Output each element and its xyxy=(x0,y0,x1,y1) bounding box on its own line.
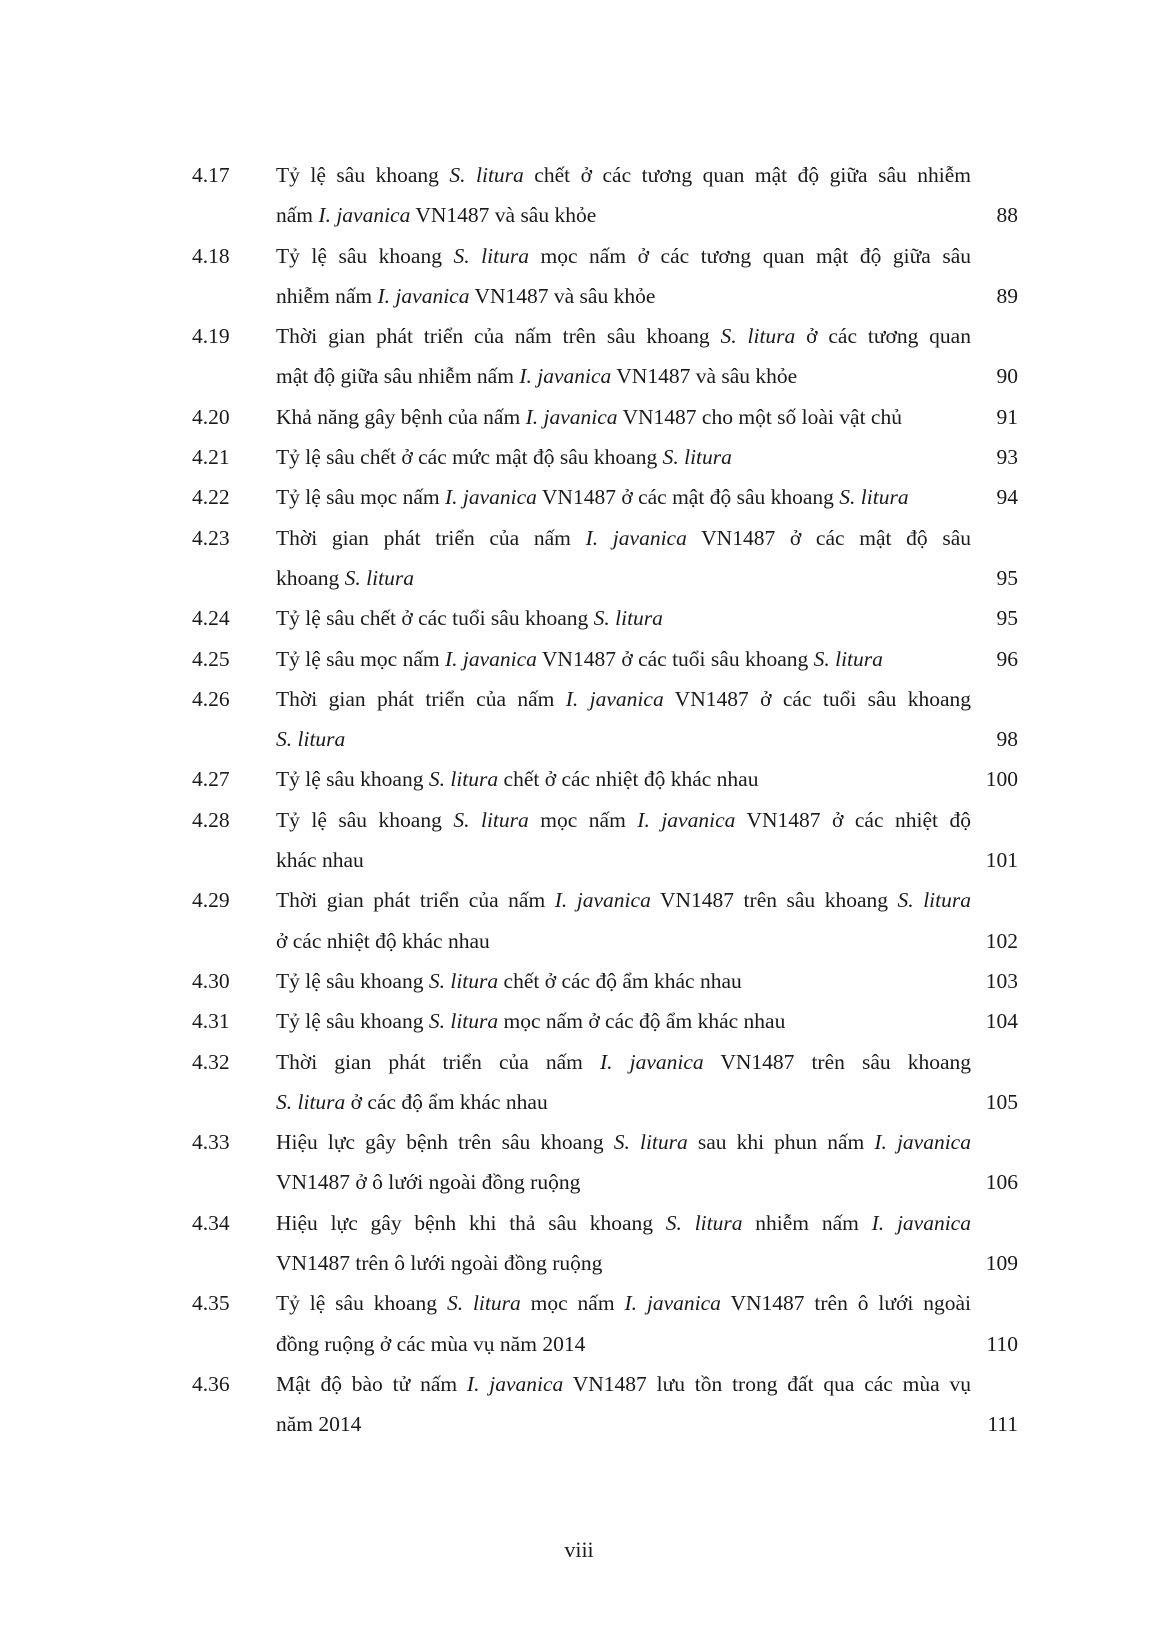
list-of-tables xyxy=(0,155,1158,1445)
species-name: I. javanica xyxy=(519,364,612,389)
title-line xyxy=(276,518,971,558)
species-name: I. javanica xyxy=(444,485,537,510)
table-number: 4.18 xyxy=(192,243,230,268)
page-ref: 95 xyxy=(996,565,1018,590)
title-text: Tỷ lệ sâu chết ở các tuổi sâu khoang xyxy=(276,606,594,631)
species-name: I. javanica xyxy=(599,1049,704,1074)
species-name: S. litura xyxy=(428,767,499,792)
toc-entry xyxy=(0,880,1158,961)
table-number: 4.24 xyxy=(192,606,230,631)
title-text: VN1487 và sâu khỏe xyxy=(611,364,798,389)
toc-entry xyxy=(0,518,1158,599)
page-ref: 102 xyxy=(985,928,1018,953)
table-number: 4.21 xyxy=(192,445,230,470)
table-title xyxy=(276,236,971,317)
table-title xyxy=(276,477,971,517)
title-line xyxy=(276,1082,971,1122)
title-text: ở các tương quan xyxy=(795,324,971,349)
table-title xyxy=(276,1122,971,1203)
toc-entry xyxy=(0,437,1158,477)
title-text: VN1487 lưu tồn trong đất qua các mùa vụ xyxy=(563,1371,971,1396)
species-name: S. litura xyxy=(453,807,529,832)
title-text: mật độ giữa sâu nhiễm nấm xyxy=(276,364,520,389)
page-ref: 98 xyxy=(996,727,1018,752)
title-line xyxy=(276,759,971,799)
table-title xyxy=(276,1001,971,1041)
species-name: S. litura xyxy=(276,727,346,752)
toc-entry xyxy=(0,236,1158,317)
species-name: I. javanica xyxy=(466,1371,564,1396)
title-line xyxy=(276,840,971,880)
title-text: Tỷ lệ sâu khoang xyxy=(276,243,454,268)
table-number: 4.27 xyxy=(192,767,230,792)
table-title xyxy=(276,518,971,599)
title-text: mọc nấm xyxy=(528,807,638,832)
title-line xyxy=(276,719,971,759)
toc-entry xyxy=(0,961,1158,1001)
toc-entry xyxy=(0,679,1158,760)
title-line xyxy=(276,921,971,961)
species-name: S. litura xyxy=(449,163,524,187)
title-text: VN1487 và sâu khỏe xyxy=(469,283,656,308)
title-text: mọc nấm xyxy=(520,1291,625,1316)
page-ref: 88 xyxy=(996,203,1018,228)
page-ref: 95 xyxy=(996,606,1018,631)
page-ref: 111 xyxy=(987,1412,1018,1437)
toc-entry xyxy=(0,800,1158,881)
title-text: Tỷ lệ sâu mọc nấm xyxy=(276,485,445,510)
title-text: Thời gian phát triển của nấm trên sâu khoang xyxy=(276,324,721,349)
species-name: I. javanica xyxy=(871,1210,971,1235)
title-text: VN1487 và sâu khỏe xyxy=(410,203,597,228)
table-number: 4.34 xyxy=(192,1210,230,1235)
species-name: I. javanica xyxy=(624,1291,721,1316)
table-title xyxy=(276,800,971,881)
species-name: S. litura xyxy=(453,243,529,268)
title-line xyxy=(276,276,971,316)
toc-entry xyxy=(0,639,1158,679)
page-ref: 94 xyxy=(996,485,1018,510)
title-text: Tỷ lệ sâu khoang xyxy=(276,807,454,832)
title-text: VN1487 trên sâu khoang xyxy=(703,1049,971,1074)
title-text: Tỷ lệ sâu mọc nấm xyxy=(276,646,445,671)
species-name: S. litura xyxy=(665,1210,743,1235)
title-text: VN1487 trên sâu khoang xyxy=(650,888,898,913)
species-name: I. javanica xyxy=(444,646,537,671)
species-name: S. litura xyxy=(662,445,732,470)
table-number: 4.25 xyxy=(192,646,230,671)
page-ref: 89 xyxy=(996,283,1018,308)
title-line xyxy=(276,356,971,396)
title-line xyxy=(276,1243,971,1283)
species-name: S. litura xyxy=(839,485,909,510)
species-name: I. javanica xyxy=(554,888,651,913)
title-text: Thời gian phát triển của nấm xyxy=(276,686,566,711)
title-text: khác nhau xyxy=(276,848,364,873)
title-text: nấm xyxy=(276,203,319,228)
toc-entry xyxy=(0,759,1158,799)
title-line xyxy=(276,316,971,356)
title-text: nhiễm nấm xyxy=(276,283,378,308)
table-number: 4.23 xyxy=(192,525,230,550)
species-name: S. litura xyxy=(344,565,414,590)
table-title xyxy=(276,316,971,397)
page-ref: 109 xyxy=(985,1251,1018,1276)
title-text: VN1487 trên ô lưới ngoài xyxy=(720,1291,971,1316)
species-name: I. javanica xyxy=(525,404,618,429)
title-text: năm 2014 xyxy=(276,1412,362,1437)
page-ref: 91 xyxy=(996,404,1018,429)
title-text: đồng ruộng ở các mùa vụ năm 2014 xyxy=(276,1331,586,1356)
species-name: S. litura xyxy=(428,1009,499,1034)
toc-entry xyxy=(0,1203,1158,1284)
page-ref: 101 xyxy=(985,848,1018,873)
species-name: S. litura xyxy=(897,888,971,913)
title-text: mọc nấm ở các tương quan mật độ giữa sâu xyxy=(528,243,971,268)
toc-entry xyxy=(0,316,1158,397)
table-title xyxy=(276,759,971,799)
table-number: 4.20 xyxy=(192,404,230,429)
title-text: sau khi phun nấm xyxy=(687,1130,875,1155)
species-name: S. litura xyxy=(720,324,796,349)
toc-entry xyxy=(0,477,1158,517)
table-number: 4.35 xyxy=(192,1291,230,1316)
title-line xyxy=(276,437,971,477)
title-text: VN1487 ở các nhiệt độ xyxy=(735,807,971,832)
species-name: I. javanica xyxy=(874,1130,971,1155)
title-text: VN1487 ở các tuổi sâu khoang xyxy=(663,686,972,711)
table-title xyxy=(276,397,971,437)
species-name: I. javanica xyxy=(377,283,470,308)
title-line xyxy=(276,1324,971,1364)
title-text: khoang xyxy=(276,565,345,590)
page-ref: 100 xyxy=(985,767,1018,792)
title-text: Tỷ lệ sâu khoang xyxy=(276,968,429,993)
species-name: S. litura xyxy=(446,1291,521,1316)
page-ref: 90 xyxy=(996,364,1018,389)
title-line xyxy=(276,961,971,1001)
title-line xyxy=(276,558,971,598)
title-text: ở các nhiệt độ khác nhau xyxy=(276,928,490,953)
title-line xyxy=(276,195,971,235)
page-ref: 103 xyxy=(985,968,1018,993)
title-line xyxy=(276,1001,971,1041)
table-title xyxy=(276,1203,971,1284)
title-text: nhiễm nấm xyxy=(742,1210,872,1235)
title-text: VN1487 ở các mật độ sâu xyxy=(686,525,971,550)
title-line xyxy=(276,1404,971,1444)
title-line xyxy=(276,1283,971,1323)
title-line xyxy=(276,1122,971,1162)
page-ref: 96 xyxy=(996,646,1018,671)
title-text: Tỷ lệ sâu chết ở các mức mật độ sâu khoang xyxy=(276,445,663,470)
title-line xyxy=(276,679,971,719)
title-line xyxy=(276,1203,971,1243)
title-text: Tỷ lệ sâu khoang xyxy=(276,767,429,792)
title-line xyxy=(276,397,971,437)
table-number: 4.32 xyxy=(192,1049,230,1074)
title-text: chết ở các tương quan mật độ giữa sâu nhiễm xyxy=(523,163,971,187)
toc-entry xyxy=(0,1001,1158,1041)
title-line xyxy=(276,1162,971,1202)
title-text: Tỷ lệ sâu khoang xyxy=(276,1009,429,1034)
title-text: chết ở các nhiệt độ khác nhau xyxy=(498,767,759,792)
species-name: I. javanica xyxy=(637,807,736,832)
table-title xyxy=(276,880,971,961)
title-line xyxy=(276,236,971,276)
table-number: 4.31 xyxy=(192,1009,230,1034)
page-ref: 104 xyxy=(985,1009,1018,1034)
title-text: VN1487 trên ô lưới ngoài đồng ruộng xyxy=(276,1251,603,1276)
toc-entry xyxy=(0,397,1158,437)
title-line xyxy=(276,477,971,517)
page-ref: 93 xyxy=(996,445,1018,470)
species-name: S. litura xyxy=(593,606,663,631)
table-number: 4.29 xyxy=(192,888,230,913)
species-name: I. javanica xyxy=(565,686,664,711)
table-title xyxy=(276,437,971,477)
toc-entry xyxy=(0,1283,1158,1364)
title-text: Khả năng gây bệnh của nấm xyxy=(276,404,526,429)
page-ref: 105 xyxy=(985,1089,1018,1114)
table-number: 4.26 xyxy=(192,686,230,711)
species-name: I. javanica xyxy=(585,525,687,550)
title-line xyxy=(276,800,971,840)
table-title xyxy=(276,679,971,760)
species-name: S. litura xyxy=(813,646,883,671)
title-line xyxy=(276,155,971,195)
table-number: 4.17 xyxy=(192,163,230,187)
table-number: 4.22 xyxy=(192,485,230,510)
table-title xyxy=(276,155,971,236)
title-text: VN1487 ở các tuổi sâu khoang xyxy=(536,646,814,671)
species-name: S. litura xyxy=(276,1089,346,1114)
table-title xyxy=(276,639,971,679)
page-ref: 106 xyxy=(985,1170,1018,1195)
title-text: Mật độ bào tử nấm xyxy=(276,1371,467,1396)
title-text: chết ở các độ ẩm khác nhau xyxy=(498,968,742,993)
table-number: 4.36 xyxy=(192,1371,230,1396)
table-number: 4.30 xyxy=(192,968,230,993)
table-title xyxy=(276,1283,971,1364)
toc-entry xyxy=(0,598,1158,638)
species-name: I. javanica xyxy=(318,203,411,228)
page-ref: 110 xyxy=(986,1331,1018,1356)
title-text: Thời gian phát triển của nấm xyxy=(276,525,586,550)
species-name: S. litura xyxy=(428,968,499,993)
table-number: 4.33 xyxy=(192,1130,230,1155)
title-text: VN1487 cho một số loài vật chủ xyxy=(617,404,902,429)
toc-entry xyxy=(0,1042,1158,1123)
title-line xyxy=(276,880,971,920)
title-line xyxy=(276,1364,971,1404)
title-line xyxy=(276,1042,971,1082)
table-title xyxy=(276,1042,971,1123)
title-line xyxy=(276,639,971,679)
toc-entry xyxy=(0,1364,1158,1445)
toc-entry xyxy=(0,155,1158,236)
table-title xyxy=(276,598,971,638)
table-title xyxy=(276,1364,971,1445)
title-text: VN1487 ở các mật độ sâu khoang xyxy=(536,485,840,510)
table-title xyxy=(276,961,971,1001)
title-text: Thời gian phát triển của nấm xyxy=(276,1049,600,1074)
page-number-footer: viii xyxy=(564,1537,594,1562)
table-number: 4.19 xyxy=(192,324,230,349)
species-name: S. litura xyxy=(613,1130,688,1155)
title-text: Thời gian phát triển của nấm xyxy=(276,888,555,913)
toc-entry xyxy=(0,1122,1158,1203)
title-text: VN1487 ở ô lưới ngoài đồng ruộng xyxy=(276,1170,581,1195)
title-text: Tỷ lệ sâu khoang xyxy=(276,163,450,187)
title-text: mọc nấm ở các độ ẩm khác nhau xyxy=(498,1009,786,1034)
title-text: Hiệu lực gây bệnh trên sâu khoang xyxy=(276,1130,614,1155)
title-line xyxy=(276,598,971,638)
title-text: Tỷ lệ sâu khoang xyxy=(276,1291,447,1316)
title-text: Hiệu lực gây bệnh khi thả sâu khoang xyxy=(276,1210,666,1235)
table-number: 4.28 xyxy=(192,807,230,832)
title-text: ở các độ ẩm khác nhau xyxy=(345,1089,548,1114)
